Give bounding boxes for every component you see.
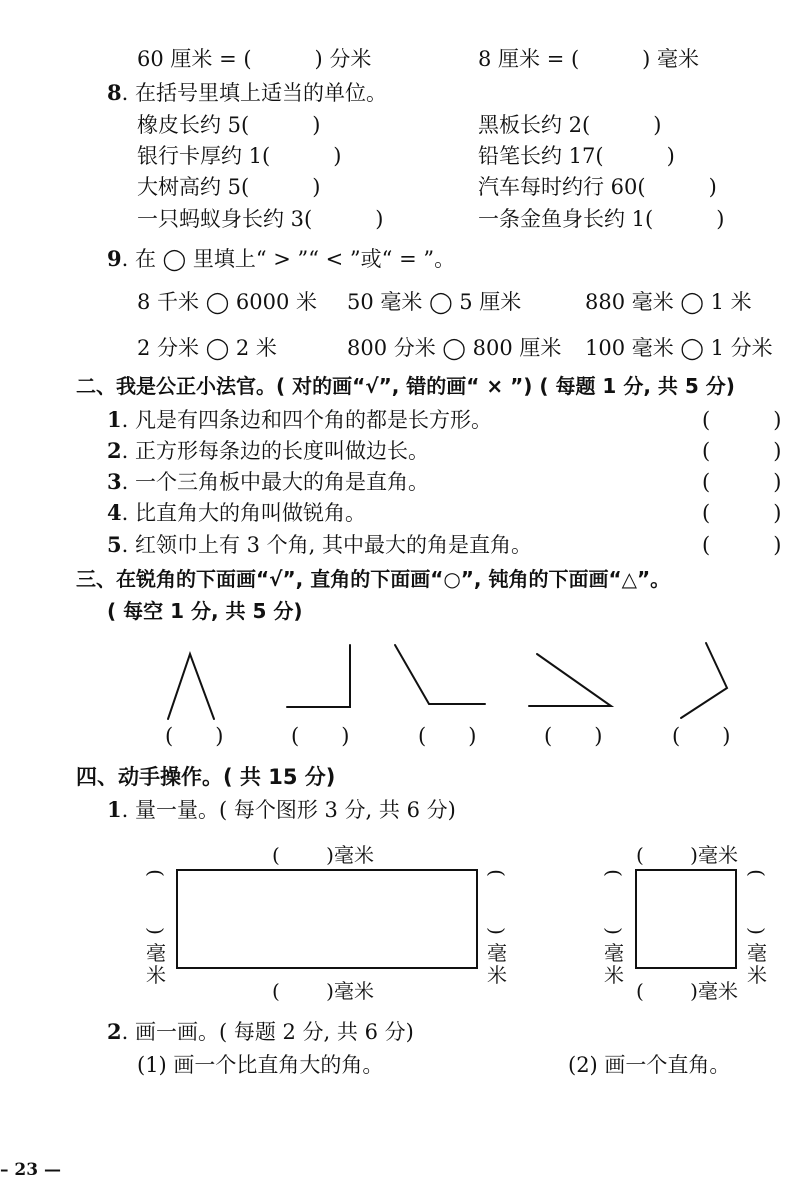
- conversion-60cm: 60 厘米 = ( ) 分米: [137, 47, 372, 71]
- q8-item: 铅笔长约 17( ): [478, 144, 675, 168]
- right-angle-figure: [287, 645, 350, 707]
- square-top-label[interactable]: ( )毫米: [636, 843, 738, 867]
- question-text: . 在 ◯ 里填上“ > ”“ < ”或“ = ”。: [121, 247, 456, 271]
- paren: ): [485, 927, 509, 935]
- square-right-label[interactable]: [746, 862, 768, 986]
- unit-char: 毫: [604, 941, 624, 965]
- item-number: 4: [107, 500, 122, 525]
- section-4-title: 四、动手操作。( 共 15 分): [76, 765, 336, 789]
- answer-paren[interactable]: ( ): [702, 533, 782, 557]
- answer-paren[interactable]: ( ): [702, 501, 782, 525]
- question-number: 2: [107, 1019, 122, 1044]
- unit-char: 米: [487, 963, 507, 987]
- angle-answer-paren[interactable]: ( ): [418, 724, 477, 748]
- q9-item: 2 分米 ◯ 2 米: [137, 336, 277, 360]
- draw-item-2: (2) 画一个直角。: [568, 1053, 731, 1077]
- rectangle-figure: [177, 870, 477, 968]
- q9-item: 100 毫米 ◯ 1 分米: [585, 336, 773, 360]
- q9-item: 880 毫米 ◯ 1 米: [585, 290, 752, 314]
- q8-item: 一只蚂蚁身长约 3( ): [137, 207, 384, 231]
- acute-angle-figure: [168, 654, 214, 719]
- conversion-8cm: 8 厘米 = ( ) 毫米: [478, 47, 700, 71]
- q8-item: 一条金鱼身长约 1( ): [478, 207, 725, 231]
- question-text: . 量一量。( 每个图形 3 分, 共 6 分): [121, 798, 456, 822]
- q8-item: 黑板长约 2( ): [478, 113, 662, 137]
- paren: ): [144, 927, 168, 935]
- section-3-subtitle: ( 每空 1 分, 共 5 分): [107, 599, 303, 623]
- section-3-title: 三、在锐角的下面画“√”, 直角的下面画“○”, 钝角的下面画“△”。: [76, 567, 671, 591]
- square-left-label[interactable]: [603, 862, 625, 986]
- paren: (: [602, 869, 626, 877]
- item-number: 3: [107, 469, 122, 494]
- measure-question: [107, 797, 456, 823]
- q8-item: 橡皮长约 5( ): [137, 113, 321, 137]
- section-2-title: 二、我是公正小法官。( 对的画“√”, 错的画“ × ”) ( 每题 1 分, 共 5 分): [76, 374, 735, 398]
- rect-right-label[interactable]: [486, 862, 508, 986]
- unit-char: 毫: [487, 941, 507, 965]
- q9-item: 800 分米 ◯ 800 厘米: [347, 336, 562, 360]
- draw-item-1: (1) 画一个比直角大的角。: [137, 1053, 384, 1077]
- question-number: 9: [107, 246, 122, 271]
- item-number: 5: [107, 532, 122, 557]
- item-text: . 正方形每条边的长度叫做边长。: [121, 439, 429, 463]
- q9-item: 50 毫米 ◯ 5 厘米: [347, 290, 522, 314]
- acute-angle-figure: [529, 654, 611, 706]
- question-number: 1: [107, 797, 122, 822]
- item-number: 1: [107, 407, 122, 432]
- question-text: . 在括号里填上适当的单位。: [121, 81, 387, 105]
- item-text: . 红领巾上有 3 个角, 其中最大的角是直角。: [121, 533, 533, 557]
- unit-char: 毫: [747, 941, 767, 965]
- rect-bottom-label[interactable]: ( )毫米: [272, 979, 374, 1003]
- q9-item: 8 千米 ◯ 6000 米: [137, 290, 318, 314]
- angle-answer-paren[interactable]: ( ): [165, 724, 224, 748]
- paren: (: [745, 869, 769, 877]
- angle-answer-paren[interactable]: ( ): [544, 724, 603, 748]
- q8-item: 银行卡厚约 1( ): [137, 144, 342, 168]
- paren: ): [602, 927, 626, 935]
- obtuse-angle-figure: [395, 645, 485, 704]
- square-figure: [636, 870, 736, 968]
- unit-char: 毫: [146, 941, 166, 965]
- unit-char: 米: [604, 963, 624, 987]
- angle-answer-paren[interactable]: ( ): [672, 724, 731, 748]
- unit-char: 米: [747, 963, 767, 987]
- item-text: . 一个三角板中最大的角是直角。: [121, 470, 429, 494]
- answer-paren[interactable]: ( ): [702, 470, 782, 494]
- rect-top-label[interactable]: ( )毫米: [272, 843, 374, 867]
- square-bottom-label[interactable]: ( )毫米: [636, 979, 738, 1003]
- item-text: . 比直角大的角叫做锐角。: [121, 501, 366, 525]
- obtuse-angle-figure: [681, 643, 727, 718]
- page-number: – 23 —: [0, 1160, 61, 1180]
- answer-paren[interactable]: ( ): [702, 408, 782, 432]
- q8-item: 大树高约 5( ): [137, 175, 321, 199]
- paren: (: [485, 869, 509, 877]
- question-text: . 画一画。( 每题 2 分, 共 6 分): [121, 1020, 414, 1044]
- q8-item: 汽车每时约行 60( ): [478, 175, 717, 199]
- angle-answer-paren[interactable]: ( ): [291, 724, 350, 748]
- paren: ): [745, 927, 769, 935]
- unit-char: 米: [146, 963, 166, 987]
- draw-question: [107, 1019, 414, 1045]
- item-number: 2: [107, 438, 122, 463]
- paren: (: [144, 869, 168, 877]
- rect-left-label[interactable]: [145, 862, 167, 986]
- answer-paren[interactable]: ( ): [702, 439, 782, 463]
- question-number: 8: [107, 80, 122, 105]
- item-text: . 凡是有四条边和四个角的都是长方形。: [121, 408, 492, 432]
